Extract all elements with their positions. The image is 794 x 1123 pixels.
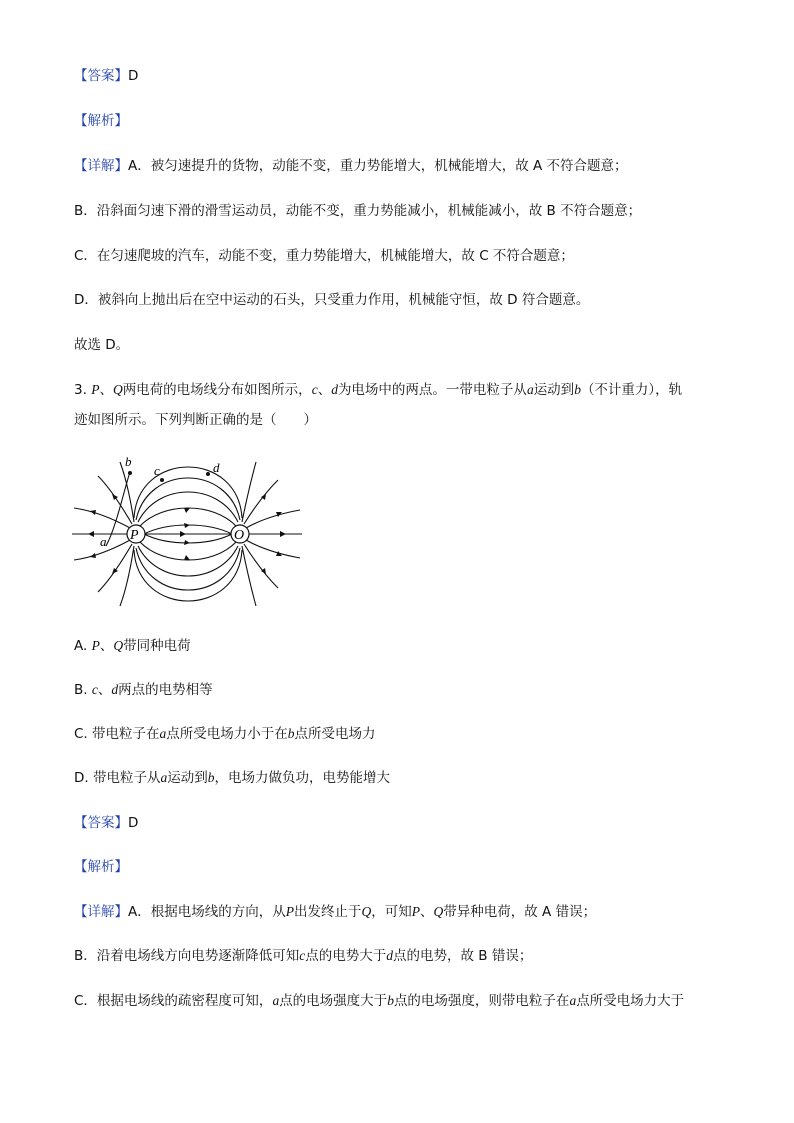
label-c: c — [154, 463, 160, 478]
text: 带异种电荷，故 A 错误； — [443, 904, 597, 920]
var: Q — [433, 904, 444, 919]
var-Q: Q — [112, 382, 123, 397]
var-b: b — [574, 382, 581, 397]
answer-line-2 — [74, 813, 138, 833]
option-prefix: D. 带电粒子从 — [74, 770, 161, 786]
var: Q — [113, 638, 124, 653]
var: c — [299, 948, 306, 963]
text: 点的电场强度，则带电粒子在 — [393, 993, 570, 1009]
question-3-stem-line-1 — [74, 380, 682, 400]
field-lines-figure — [68, 450, 318, 610]
detail-line-b-2 — [74, 946, 532, 966]
field-line — [74, 508, 130, 528]
var-c: c — [311, 382, 318, 397]
option-prefix: B. — [74, 682, 92, 698]
field-line — [246, 540, 300, 558]
text: 点所受电场力大于 — [576, 993, 685, 1009]
answer-value: D — [128, 815, 139, 831]
arrowhead — [280, 531, 286, 537]
text: ，可知 — [371, 904, 412, 920]
answer-line-1 — [74, 66, 138, 86]
field-line — [244, 480, 278, 524]
text: C．根据电场线的疏密程度可知， — [74, 993, 273, 1009]
arrowhead — [112, 494, 118, 500]
field-line — [120, 546, 134, 606]
var: a — [569, 993, 577, 1008]
var: P — [411, 904, 420, 919]
field-line — [246, 510, 300, 528]
field-line — [120, 462, 134, 522]
option-text: ，电场力做负功，电势能增大 — [214, 770, 390, 786]
text: A．根据电场线的方向，从 — [128, 904, 286, 920]
separator: 、 — [317, 382, 332, 398]
field-line — [242, 462, 256, 522]
field-line — [244, 544, 278, 588]
var: a — [160, 770, 168, 785]
option-prefix: C. 带电粒子在 — [74, 726, 160, 742]
var: b — [387, 993, 394, 1008]
answer-tag: 【答案】 — [74, 815, 128, 831]
arrowhead — [90, 510, 96, 515]
answer-tag: 【答案】 — [74, 68, 128, 84]
option-text: 两点的电势相等 — [118, 682, 213, 698]
option-text: 运动到 — [167, 770, 208, 786]
question-number: 3. — [74, 382, 87, 398]
analysis-heading-2 — [74, 857, 128, 877]
detail-a-text: A．被匀速提升的货物，动能不变，重力势能增大，机械能增大，故 A 不符合题意； — [128, 158, 628, 174]
var: a — [159, 726, 167, 741]
arrowhead — [88, 531, 94, 537]
var: P — [91, 638, 100, 653]
arrowhead — [90, 553, 96, 558]
point-d — [206, 472, 210, 476]
arrowhead — [184, 540, 190, 545]
label-d: d — [213, 460, 220, 475]
field-line — [144, 534, 232, 543]
field-line — [140, 542, 236, 560]
answer-value: D — [128, 68, 139, 84]
stem-text: 两电荷的电场线分布如图所示， — [122, 382, 312, 398]
detail-line-c-2 — [74, 991, 684, 1011]
field-line — [140, 508, 236, 526]
analysis-tag: 【解析】 — [74, 859, 128, 875]
point-c — [160, 478, 164, 482]
var-d: d — [331, 382, 338, 397]
text: 出发终止于 — [294, 904, 362, 920]
var: P — [285, 904, 294, 919]
analysis-tag: 【解析】 — [74, 113, 128, 129]
field-line — [136, 548, 240, 590]
field-line — [144, 525, 232, 534]
option-D[interactable] — [74, 768, 390, 788]
var-P: P — [91, 382, 100, 397]
label-a: a — [100, 534, 107, 549]
separator: 、 — [97, 682, 112, 698]
detail-line-a-2 — [74, 902, 596, 922]
text: B．沿着电场线方向电势逐渐降低可知 — [74, 948, 300, 964]
stem-text: （不计重力），轨 — [580, 382, 683, 398]
arrowhead — [184, 555, 190, 560]
var: b — [287, 726, 295, 741]
text: 点的电势大于 — [305, 948, 387, 964]
arrowhead — [112, 568, 118, 574]
point-b — [128, 471, 132, 475]
arrowhead — [184, 523, 190, 528]
option-text: 点所受电场力小于在 — [166, 726, 288, 742]
field-line — [138, 546, 238, 576]
separator: 、 — [420, 904, 434, 920]
trajectory-path — [106, 472, 130, 546]
arrowhead — [180, 531, 186, 537]
separator: 、 — [99, 382, 113, 398]
var: b — [207, 770, 215, 785]
detail-tag: 【详解】 — [74, 904, 128, 920]
separator: 、 — [99, 638, 114, 654]
option-prefix: A. — [74, 638, 92, 654]
option-text: 点所受电场力 — [294, 726, 376, 742]
var: a — [272, 993, 280, 1008]
detail-line-d-1: D．被斜向上抛出后在空中运动的石头，只受重力作用，机械能守恒，故 D 符合题意。 — [74, 292, 590, 308]
detail-tag: 【详解】 — [74, 158, 128, 174]
var: d — [386, 948, 394, 963]
var: Q — [361, 904, 372, 919]
detail-line-b-1: B．沿斜面匀速下滑的滑雪运动员，动能不变，重力势能减小，机械能减小，故 B 不符合题意； — [74, 203, 642, 219]
option-text: 带同种电荷 — [123, 638, 191, 654]
stem-text: 为电场中的两点。一带电粒子从 — [337, 382, 527, 398]
option-B[interactable] — [74, 680, 213, 700]
label-Q: O — [234, 528, 245, 543]
label-P: P — [130, 528, 139, 543]
arrowhead — [184, 508, 190, 513]
conclusion-line: 故选 D。 — [74, 337, 130, 353]
text: 点的电场强度大于 — [279, 993, 388, 1009]
var: d — [111, 682, 119, 697]
field-line — [136, 478, 240, 520]
option-C[interactable] — [74, 724, 376, 744]
question-3-stem-line-2: 迹如图所示。下列判断正确的是（ ） — [74, 412, 317, 428]
field-line — [242, 546, 256, 606]
var: c — [91, 682, 98, 697]
stem-text: 运动到 — [533, 382, 575, 398]
detail-line-c-1: C．在匀速爬坡的汽车，动能不变，重力势能增大，机械能增大，故 C 不符合题意； — [74, 248, 574, 264]
text: 点的电势，故 B 错误； — [393, 948, 533, 964]
field-line — [138, 492, 238, 522]
var-a: a — [526, 382, 534, 397]
option-A[interactable] — [74, 636, 191, 656]
detail-line-a-1 — [74, 156, 628, 176]
label-b: b — [125, 454, 132, 469]
analysis-heading-1 — [74, 111, 128, 131]
